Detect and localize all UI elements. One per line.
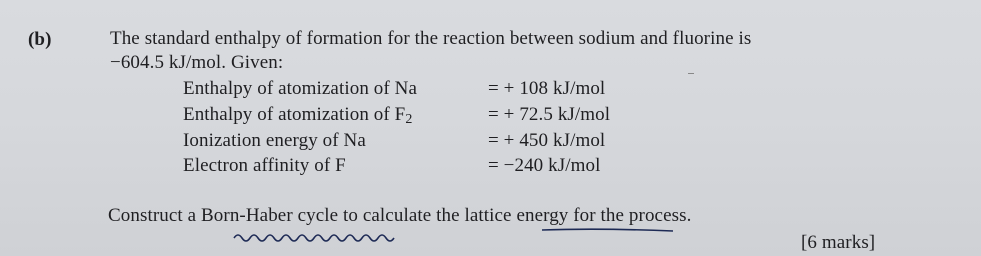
- given-value: = + 72.5 kJ/mol: [488, 104, 611, 125]
- question-line-2: −604.5 kJ/mol. Given:: [110, 52, 284, 73]
- handwritten-straight-underline: [541, 226, 675, 234]
- part-label: (b): [28, 29, 52, 50]
- given-label-subscript: 2: [405, 112, 413, 127]
- stray-pen-mark: [688, 73, 694, 74]
- given-label: Enthalpy of atomization of Na: [183, 78, 417, 99]
- given-label: Electron affinity of F: [183, 155, 346, 176]
- given-label: [183, 104, 412, 128]
- marks-label: [6 marks]: [801, 232, 876, 253]
- handwritten-squiggle-underline: [232, 230, 402, 244]
- given-label: Ionization energy of Na: [183, 130, 366, 151]
- given-value: = + 450 kJ/mol: [488, 130, 606, 151]
- given-label-main: Enthalpy of atomization of F: [183, 104, 406, 125]
- given-value: = + 108 kJ/mol: [488, 78, 606, 99]
- given-value: = −240 kJ/mol: [488, 155, 601, 176]
- question-line-1: The standard enthalpy of formation for the reaction between sodium and fluorine is: [110, 28, 752, 49]
- instruction-text: Construct a Born-Haber cycle to calculate the lattice energy for the process.: [108, 205, 692, 226]
